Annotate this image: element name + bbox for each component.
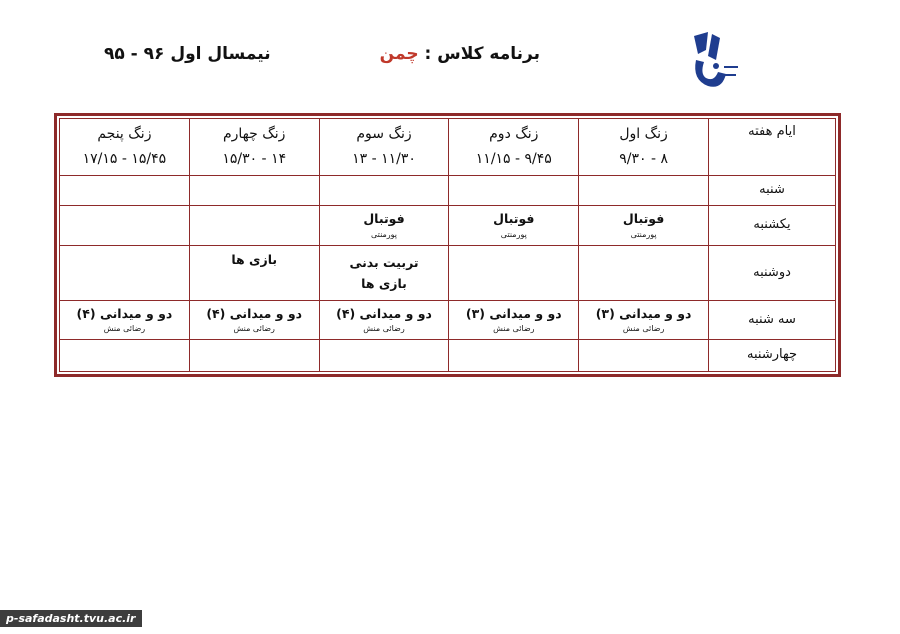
period-header: زنگ چهارم ۱۴ - ۱۵/۳۰ [189, 119, 319, 176]
schedule-cell [60, 205, 190, 245]
schedule-cell: دو و میدانی (۴) رضائی منش [319, 301, 449, 339]
table-row [60, 339, 836, 371]
day-label: سه شنبه [709, 301, 836, 339]
period-header: زنگ پنجم ۱۵/۴۵ - ۱۷/۱۵ [60, 119, 190, 176]
class-name: چمن [379, 44, 419, 64]
schedule-cell: دو و میدانی (۴) رضائی منش [60, 301, 190, 339]
schedule-cell [189, 339, 319, 371]
semester-label: نیمسال اول ۹۶ - ۹۵ [104, 44, 271, 64]
schedule-cell [319, 176, 449, 205]
table-row [60, 245, 836, 300]
schedule-cell [319, 339, 449, 371]
schedule-cell [189, 205, 319, 245]
schedule-cell [449, 339, 579, 371]
table-row [60, 301, 836, 339]
day-label: دوشنبه [709, 245, 836, 300]
table-row [60, 176, 836, 205]
page-title: برنامه کلاس : چمن [379, 44, 540, 64]
schedule-cell: فوتبال پورمنتی [319, 205, 449, 245]
schedule-frame [54, 113, 841, 377]
schedule-cell: تربیت بدنی بازی ها [319, 245, 449, 300]
schedule-cell [449, 245, 579, 300]
schedule-cell: دو و میدانی (۳) رضائی منش [449, 301, 579, 339]
table-row [60, 205, 836, 245]
schedule-cell [60, 176, 190, 205]
header-row [60, 119, 836, 176]
schedule-cell: دو و میدانی (۴) رضائی منش [189, 301, 319, 339]
schedule-table [59, 118, 836, 372]
schedule-cell [60, 339, 190, 371]
schedule-cell [579, 245, 709, 300]
day-label: شنبه [709, 176, 836, 205]
period-header: زنگ اول ۸ - ۹/۳۰ [579, 119, 709, 176]
day-label: چهارشنبه [709, 339, 836, 371]
schedule-cell: بازی ها [189, 245, 319, 300]
schedule-cell: فوتبال پورمنتی [449, 205, 579, 245]
schedule-cell [579, 176, 709, 205]
period-header: زنگ سوم ۱۱/۳۰ - ۱۳ [319, 119, 449, 176]
schedule-cell: دو و میدانی (۳) رضائی منش [579, 301, 709, 339]
site-url-footer: p-safadasht.tvu.ac.ir [0, 610, 142, 627]
university-logo-icon [686, 30, 742, 92]
period-header: زنگ دوم ۹/۴۵ - ۱۱/۱۵ [449, 119, 579, 176]
day-label: یکشنبه [709, 205, 836, 245]
schedule-cell [189, 176, 319, 205]
schedule-cell: فوتبال پورمنتی [579, 205, 709, 245]
schedule-cell [449, 176, 579, 205]
schedule-cell [60, 245, 190, 300]
schedule-cell [579, 339, 709, 371]
day-header: ایام هفته [709, 119, 836, 176]
